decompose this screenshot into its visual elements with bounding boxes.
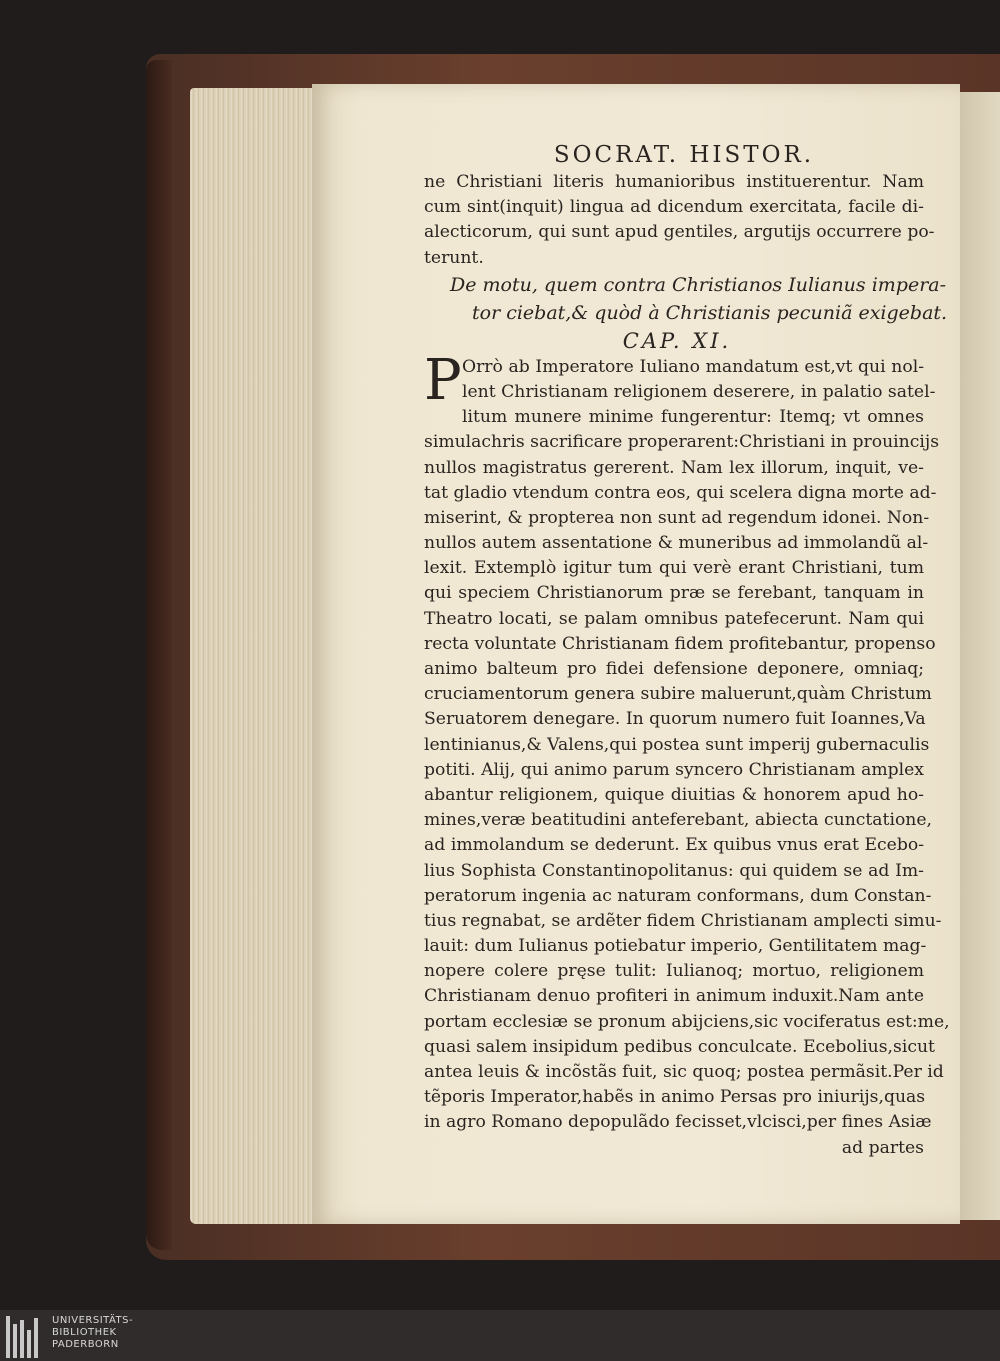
catchword: ad partes [841,1137,924,1158]
book-spine [146,60,172,1250]
library-name [52,1315,133,1351]
text-line: lexit. Extemplò igitur tum qui verè erant Christiani, tum [424,558,924,579]
text-line: tat gladio vtendum contra eos, qui scelera digna morte ad- [424,482,937,503]
library-name-line: PADERBORN [52,1339,119,1350]
text-line: nullos autem assentatione & muneribus ad immolandũ al- [424,533,929,554]
body-lines [424,430,950,1135]
text-line: recta voluntate Christianam fidem profitebantur, propenso [424,633,936,654]
text-line: lauit: dum Iulianus potiebatur imperio, Gentilitatem mag- [424,936,927,957]
text-line: Theatro locati, se palam omnibus patefecerunt. Nam qui [424,608,924,629]
page-text [424,140,950,1161]
text-line: abantur religionem, quique diuitias & honorem apud ho- [424,784,924,805]
text-line: Orrò ab Imperatore Iuliano mandatum est,vt qui nol- [462,356,924,377]
text-line: qui speciem Christianorum præ se ferebant, tanquam in [424,583,924,604]
drop-cap: P [424,347,462,413]
text-line: cum sint(inquit) lingua ad dicendum exercitata, facile di- [424,197,924,218]
chapter-label: CAP. XI. [622,328,732,353]
text-line: terunt. [424,247,484,268]
text-line: lius Sophista Constantinopolitanus: qui quidem se ad Im- [424,860,924,881]
text-line: miserint, & propterea non sunt ad regendum idonei. Non- [424,507,930,528]
chapter-heading [424,271,948,327]
text-line: lent Christianam religionem deserere, in palatio satel- [462,381,936,402]
library-name-line: UNIVERSITÄTS- [52,1315,134,1326]
running-head: SOCRAT. HISTOR. [553,142,815,168]
text-line: lentinianus,& Valens,qui postea sunt imperij gubernaculis [424,734,930,755]
footer-bar [0,1310,1000,1361]
library-name-line: BIBLIOTHEK [52,1327,117,1338]
text-line: alecticorum, qui sunt apud gentiles, argutijs occurrere po- [424,222,935,243]
text-line: animo balteum pro fidei defensione deponere, omniaq; [424,659,924,679]
text-line: tẽporis Imperator,habẽs in animo Persas pro iniurijs,quas [424,1087,926,1108]
heading-line: De motu, quem contra Christianos Iulianus impera- [450,273,947,296]
text-line: portam ecclesiæ se pronum abijciens,sic vociferatus est:me, [424,1011,950,1032]
text-line: cruciamentorum genera subire maluerunt,quàm Christum [424,684,932,705]
text-line: peratorum ingenia ac naturam conformans, dum Constan- [424,885,932,906]
text-line: in agro Romano depopulãdo fecisset,vlcisci,per fines Asiæ [424,1112,932,1133]
facing-page-edge [958,92,1000,1220]
page-edges [190,88,318,1224]
text-line: Seruatorem denegare. In quorum numero fuit Ioannes,Va [424,709,926,730]
text-line: litum munere minime fungerentur: Itemq; vt omnes [462,407,924,428]
text-line: antea leuis & incõstãs fuit, sic quoq; postea permãsit.Per id [424,1062,944,1082]
text-line: nopere colere pręse tulit: Iulianoq; mortuo, religionem [424,961,924,982]
text-line: quasi salem insipidum pedibus conculcate. Ecebolius,sicut [424,1036,935,1057]
text-line: Christianam denuo profiteri in animum induxit.Nam ante [424,986,924,1007]
chapter-body [424,347,950,1136]
text-line: ad immolandum se dederunt. Ex quibus vnus erat Ecebo- [424,835,924,856]
heading-line: tor ciebat,& quòd à Christianis pecuniã exigebat. [472,301,948,324]
text-line: nullos magistratus gererent. Nam lex illorum, inquit, ve- [424,457,924,478]
text-line: simulachris sacrificare properarent:Christiani in prouincijs [424,432,940,453]
text-line: potiti. Alij, qui animo parum syncero Christianam amplex [424,759,924,780]
intro-paragraph [424,170,935,271]
text-line: mines,veræ beatitudini anteferebant, abiecta cunctatione, [424,810,932,831]
library-logo-icon [6,1316,46,1358]
text-line: ne Christiani literis humanioribus instituerentur. Nam [424,172,924,192]
text-line: tius regnabat, se ardẽter fidem Christianam amplecti simu- [424,910,942,931]
